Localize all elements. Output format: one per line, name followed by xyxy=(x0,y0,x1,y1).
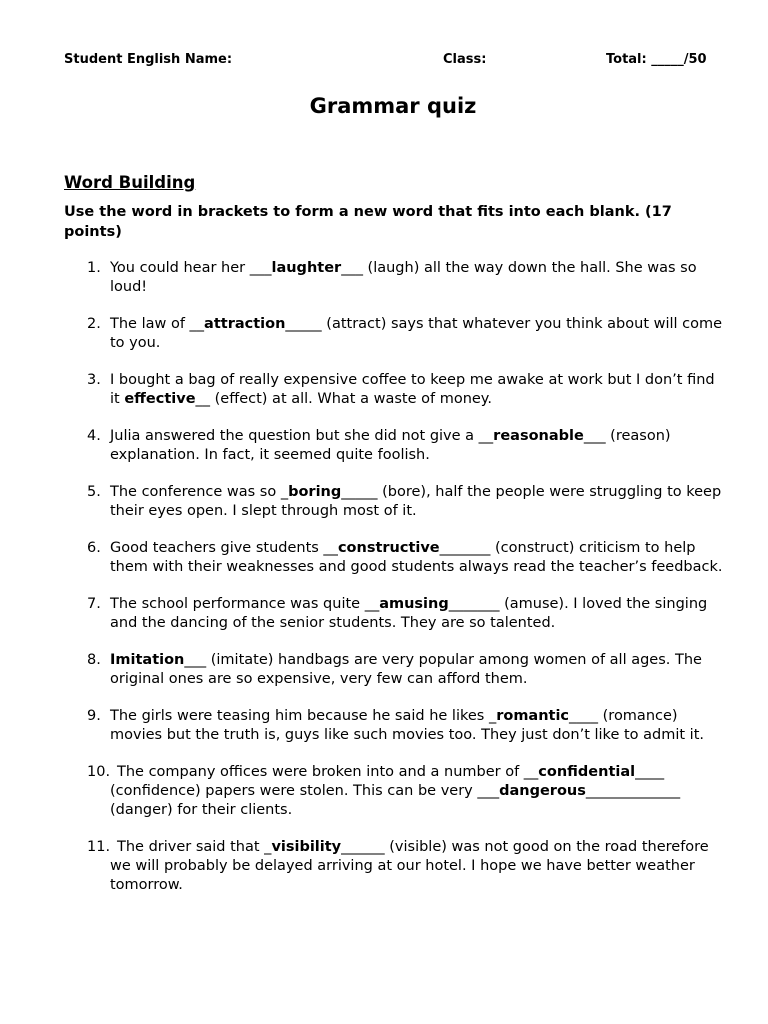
question-answer: attraction xyxy=(204,316,286,332)
question-answer: amusing xyxy=(379,596,449,612)
student-name-label: Student English Name: xyxy=(64,52,233,67)
question-item xyxy=(0,651,724,689)
page-title: Grammar quiz xyxy=(309,94,477,118)
question-text-after: _____ (attract) says that whatever you think about will come to you. xyxy=(110,316,723,351)
question-item xyxy=(0,483,724,521)
question-text-after: ___ (imitate) handbags are very popular among women of all ages. The original ones are so expensive, very few can afford them. xyxy=(110,652,702,687)
question-text-before: The school performance was quite __ xyxy=(110,596,380,612)
section-instructions: Use the word in brackets to form a new word that fits into each blank. (17 points) xyxy=(64,204,672,240)
question-text-after: ____ (confidence) papers were stolen. This can be very ___ xyxy=(110,764,665,799)
question-text-after: ____ (romance) movies but the truth is, guys like such movies too. They just don’t like to admit it. xyxy=(110,708,704,743)
question-text-after: __ (effect) at all. What a waste of money. xyxy=(195,391,492,407)
question-number: 1. xyxy=(87,260,101,276)
question-item xyxy=(0,595,724,633)
question-text-before: The girls were teasing him because he said he likes _ xyxy=(110,708,497,724)
question-text-after: _______ (amuse). I loved the singing and the dancing of the senior students. They are so talented. xyxy=(110,596,708,631)
question-number: 3. xyxy=(87,372,101,388)
question-answer-second: dangerous xyxy=(499,783,586,799)
question-text-after: ___ (reason) explanation. In fact, it seemed quite foolish. xyxy=(110,428,671,463)
question-answer: laughter xyxy=(271,260,342,276)
class-label: Class: xyxy=(443,52,487,67)
question-item xyxy=(0,315,724,353)
question-answer: confidential xyxy=(538,764,636,780)
question-item xyxy=(0,763,724,820)
question-item xyxy=(0,838,724,895)
total-label: Total: _____/50 xyxy=(606,52,707,67)
question-text-before: You could hear her ___ xyxy=(110,260,272,276)
question-item xyxy=(0,539,724,577)
question-text-after-second: _____________ (danger) for their clients. xyxy=(110,783,681,818)
question-number: 9. xyxy=(87,708,101,724)
question-number: 6. xyxy=(87,540,101,556)
question-item xyxy=(0,259,724,297)
question-text-after: ___ (laugh) all the way down the hall. She was so loud! xyxy=(110,260,697,295)
question-number: 5. xyxy=(87,484,101,500)
question-answer: boring xyxy=(288,484,342,500)
question-text-before: The conference was so _ xyxy=(110,484,289,500)
question-number: 2. xyxy=(87,316,101,332)
question-answer: effective xyxy=(124,391,196,407)
question-text-before: The driver said that _ xyxy=(117,839,272,855)
question-text-after: _______ (construct) criticism to help them with their weaknesses and good students always read the teacher’s feedback. xyxy=(110,540,723,575)
question-list xyxy=(0,259,768,913)
question-text-after: ______ (visible) was not good on the road therefore we will probably be delayed arriving at our hotel. I hope we have better weather tomorrow. xyxy=(110,839,709,893)
question-answer: constructive xyxy=(337,540,440,556)
question-text-before: Julia answered the question but she did not give a __ xyxy=(110,428,494,444)
question-text-after: _____ (bore), half the people were struggling to keep their eyes open. I slept through most of it. xyxy=(110,484,722,519)
header-row xyxy=(0,52,768,70)
question-item xyxy=(0,371,724,409)
question-number: 7. xyxy=(87,596,101,612)
question-text-before: Good teachers give students __ xyxy=(110,540,338,556)
section-heading: Word Building xyxy=(64,173,196,192)
question-number: 11. xyxy=(87,839,111,855)
question-text-before: The law of __ xyxy=(110,316,205,332)
question-number: 10. xyxy=(87,764,111,780)
question-text-before: I bought a bag of really expensive coffee to keep me awake at work but I don’t find it xyxy=(110,372,715,407)
question-number: 4. xyxy=(87,428,101,444)
question-number: 8. xyxy=(87,652,101,668)
question-answer: reasonable xyxy=(493,428,584,444)
question-item xyxy=(0,707,724,745)
question-text-before: The company offices were broken into and a number of __ xyxy=(117,764,539,780)
question-answer: visibility xyxy=(271,839,342,855)
question-answer: romantic xyxy=(496,708,570,724)
question-answer: Imitation xyxy=(110,652,185,668)
question-item xyxy=(0,427,724,465)
